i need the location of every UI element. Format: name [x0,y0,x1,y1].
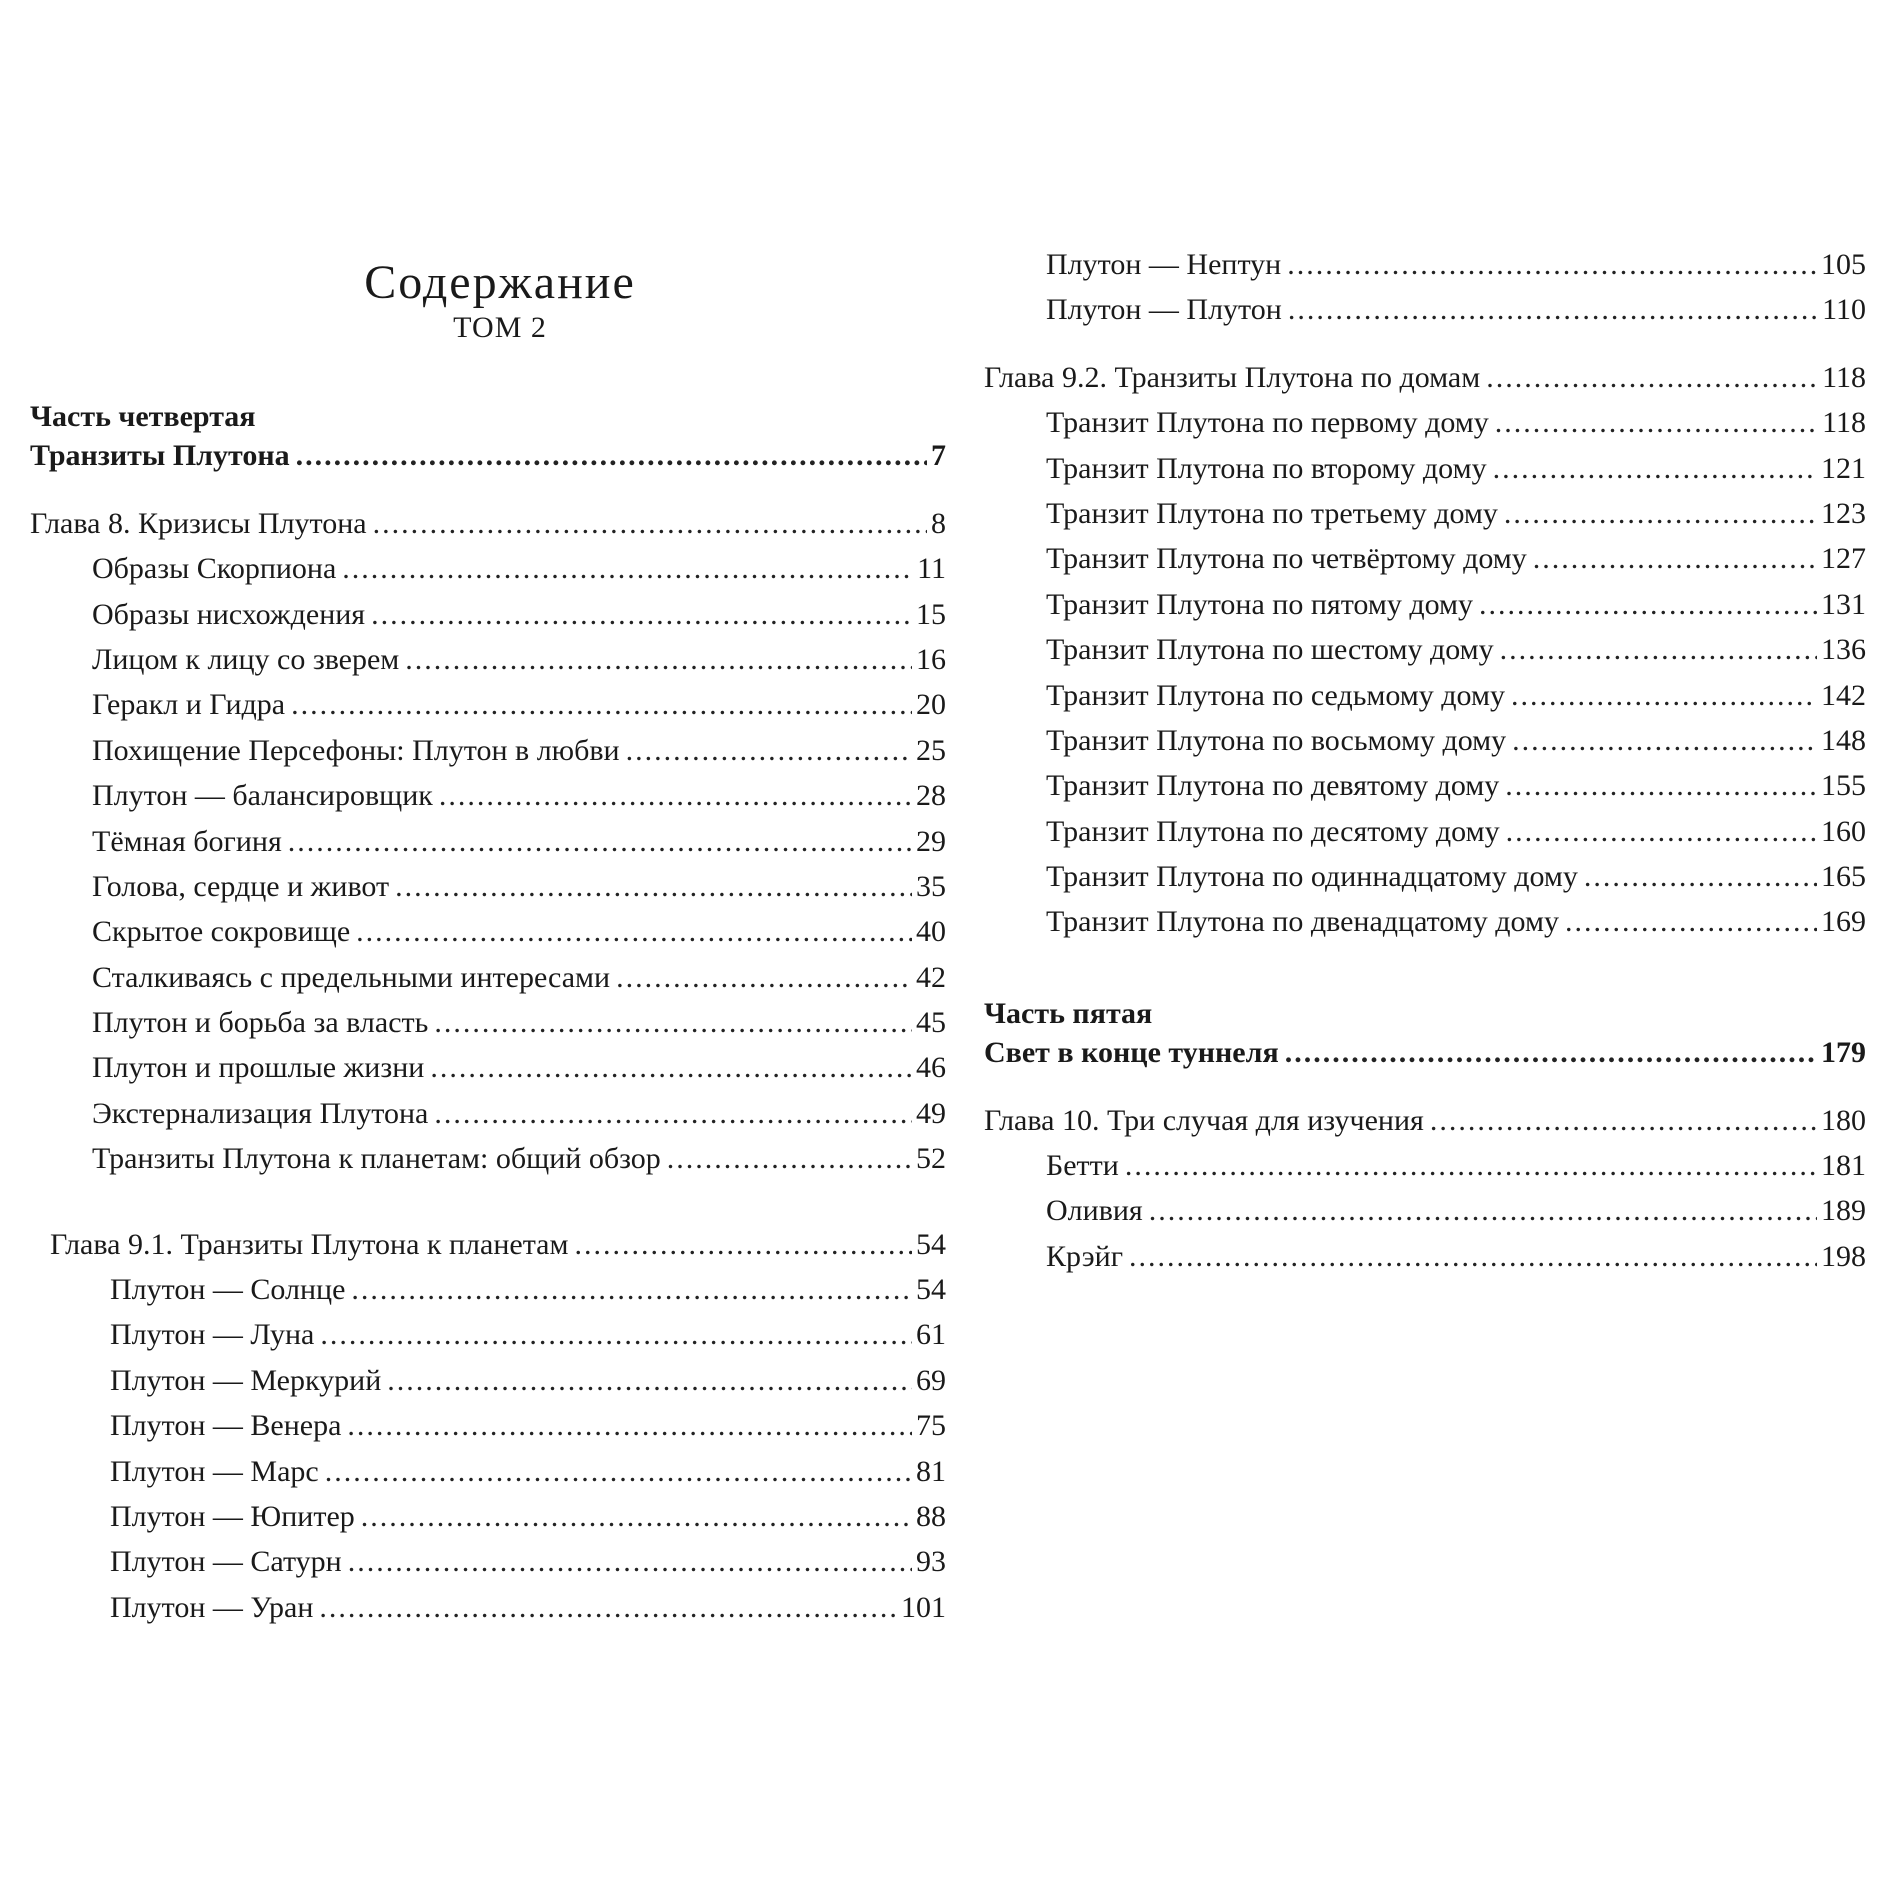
toc-entry-title: Плутон — Солнце [110,1273,346,1307]
toc-entry-page: 29 [916,824,946,858]
toc-entry-page: 11 [917,552,946,586]
dot-leader [320,1318,912,1352]
toc-entry-page: 110 [1822,293,1866,327]
toc-entry[interactable] [30,1097,946,1142]
toc-entry-page: 15 [916,597,946,631]
toc-entry-page: 16 [916,642,946,676]
dot-leader [439,779,912,813]
toc-entry-title: Транзит Плутона по первому дому [1046,406,1489,440]
toc-entry[interactable] [984,724,1866,769]
dot-leader [667,1142,912,1176]
toc-entry[interactable] [30,779,946,824]
toc-entry-page: 169 [1821,905,1866,939]
toc-entry-title: Крэйг [1046,1239,1123,1273]
toc-entry[interactable] [984,248,1866,293]
toc-entry-title: Плутон и борьба за власть [92,1006,429,1040]
dot-leader [1129,1240,1817,1274]
dot-leader [1288,293,1818,327]
dot-leader [1505,769,1817,803]
toc-entry-page: 45 [916,1006,946,1040]
dot-leader [405,643,912,677]
toc-entry-page: 160 [1821,814,1866,848]
toc-entry-page: 25 [916,733,946,767]
toc-entry-title: Голова, сердце и живот [92,869,390,903]
page-title: Содержание [364,256,636,309]
toc-entry-page: 121 [1821,451,1866,485]
dot-leader [1493,452,1817,486]
part-label: Часть четвертая [30,400,256,433]
toc-entry-page: 127 [1821,542,1866,576]
dot-leader [347,1409,912,1443]
toc-entry-page: 35 [916,869,946,903]
toc-entry-page: 54 [916,1273,946,1307]
dot-leader [1149,1194,1817,1228]
toc-entry-page: 198 [1821,1239,1866,1273]
toc-entry[interactable] [984,1194,1866,1239]
toc-entry-page: 101 [901,1590,946,1624]
toc-entry-title: Лицом к лицу со зверем [92,642,400,676]
dot-leader [1479,588,1817,622]
toc-entry-page: 75 [916,1409,946,1443]
toc-entry-title: Тёмная богиня [92,824,282,858]
toc-entry-title: Геракл и Гидра [92,688,286,722]
toc-entry-title: Транзит Плутона по двенадцатому дому [1046,905,1559,939]
toc-entry[interactable] [30,915,946,960]
toc-entry[interactable] [30,1364,946,1409]
toc-entry[interactable] [30,643,946,688]
volume-label: ТОМ 2 [453,311,547,344]
dot-leader [616,961,912,995]
toc-entry[interactable] [984,860,1866,905]
dot-leader [434,1006,912,1040]
toc-entry-title: Плутон — Сатурн [110,1545,342,1579]
toc-entry[interactable] [984,905,1866,950]
dot-leader [291,688,912,722]
toc-entry[interactable] [30,1455,946,1500]
toc-entry-title: Транзит Плутона по десятому дому [1046,814,1500,848]
toc-entry-title: Скрытое сокровище [92,915,351,949]
toc-entry-title: Транзит Плутона по пятому дому [1046,587,1474,621]
dot-leader [319,1591,897,1625]
toc-entry[interactable] [30,1545,946,1590]
dot-leader [1565,905,1817,939]
dot-leader [1506,815,1817,849]
toc-entry-title: Плутон — балансировщик [92,779,433,813]
toc-entry[interactable] [30,1591,946,1636]
toc-entry-title: Транзит Плутона по четвёртому дому [1046,542,1527,576]
toc-entry-page: 28 [916,779,946,813]
toc-entry-page: 88 [916,1499,946,1533]
dot-leader [1500,633,1817,667]
toc-entry[interactable] [984,1240,1866,1285]
toc-right-column [984,248,1866,1285]
dot-leader [325,1455,912,1489]
toc-entry[interactable] [984,769,1866,814]
dot-leader [1533,542,1817,576]
toc-entry[interactable] [30,961,946,1006]
dot-leader [351,1273,912,1307]
toc-entry-part[interactable]: Транзиты Плутона ..... 7 [30,439,946,484]
toc-entry[interactable] [30,1006,946,1051]
dot-leader [361,1500,912,1534]
toc-entry-title: Похищение Персефоны: Плутон в любви [92,733,620,767]
toc-entry-title: Плутон — Юпитер [110,1499,355,1533]
toc-entry-chapter[interactable]: Глава 9.1. Транзиты Плутона к планетам ..... 54 [30,1228,946,1273]
toc-entry-title: Транзиты Плутона к планетам: общий обзор [92,1142,661,1176]
dot-leader [1584,860,1817,894]
dot-leader [342,552,913,586]
toc-entry-title: Транзит Плутона по седьмому дому [1046,678,1505,712]
dot-leader [1512,724,1817,758]
toc-entry[interactable] [984,293,1866,338]
toc-entry[interactable] [984,1149,1866,1194]
dot-leader [430,1051,912,1085]
toc-entry-page: 136 [1821,633,1866,667]
toc-entry[interactable] [984,452,1866,497]
dot-leader [288,825,912,859]
part-label: Часть пятая [984,996,1153,1030]
dot-leader [371,598,912,632]
toc-entry[interactable] [30,1142,946,1187]
toc-entry-title: Плутон — Нептун [1046,248,1282,281]
toc-entry[interactable] [984,497,1866,542]
toc-entry-page: 52 [916,1142,946,1176]
toc-entry-page: 142 [1821,678,1866,712]
dot-leader [387,1364,912,1398]
toc-entry[interactable] [30,825,946,870]
toc-entry-title: Транзит Плутона по третьему дому [1046,496,1498,530]
toc-entry-page: 81 [916,1454,946,1488]
toc-entry-page: 93 [916,1545,946,1579]
toc-entry[interactable] [984,406,1866,451]
toc-header [200,258,800,348]
toc-entry-title: Плутон и прошлые жизни [92,1051,425,1085]
toc-entry[interactable] [30,598,946,643]
dot-leader [395,870,912,904]
toc-entry[interactable] [984,633,1866,678]
toc-entry-title: Транзит Плутона по второму дому [1046,451,1487,485]
toc-entry-page: 49 [916,1096,946,1130]
toc-entry-title: Образы нисхождения [92,597,366,631]
toc-entry-title: Сталкиваясь с предельными интересами [92,960,611,994]
toc-entry[interactable] [984,815,1866,860]
toc-entry-page: 105 [1821,248,1866,281]
dot-leader [434,1097,912,1131]
dot-leader [1287,248,1817,282]
toc-entry-title: Транзит Плутона по девятому дому [1046,769,1500,803]
dot-leader [1504,497,1817,531]
toc-entry-title: Плутон — Венера [110,1409,342,1443]
toc-entry-page: 131 [1821,587,1866,621]
toc-entry-part[interactable]: Свет в конце туннеля ..... 179 [984,1036,1866,1081]
toc-entry[interactable] [984,588,1866,633]
toc-entry-page: 42 [916,960,946,994]
toc-entry[interactable] [30,1409,946,1454]
toc-entry-title: Транзит Плутона по одиннадцатому дому [1046,860,1578,894]
toc-entry-title: Плутон — Уран [110,1590,314,1624]
toc-entry-title: Оливия [1046,1194,1143,1228]
toc-entry[interactable] [30,1273,946,1318]
dot-leader [348,1545,912,1579]
toc-entry-title: Плутон — Плутон [1046,293,1282,327]
toc-entry-chapter[interactable]: Глава 8. Кризисы Плутона ..... 8 [30,507,946,552]
toc-entry[interactable] [984,679,1866,724]
toc-entry-page: 155 [1821,769,1866,803]
toc-entry-page: 123 [1821,496,1866,530]
toc-entry-title: Транзит Плутона по восьмому дому [1046,723,1507,757]
toc-entry[interactable] [30,1500,946,1545]
dot-leader [1125,1149,1817,1183]
toc-entry[interactable] [30,734,946,779]
toc-entry-chapter[interactable]: Глава 9.2. Транзиты Плутона по домам ..... 118 [984,361,1866,406]
toc-entry-page: 46 [916,1051,946,1085]
toc-entry-chapter[interactable]: Глава 10. Три случая для изучения ..... 180 [984,1104,1866,1149]
toc-entry-page: 189 [1821,1194,1866,1228]
toc-entry-title: Образы Скорпиона [92,552,337,586]
toc-entry-title: Плутон — Меркурий [110,1363,382,1397]
toc-entry-page: 118 [1822,406,1866,440]
toc-entry-page: 20 [916,688,946,722]
dot-leader [1495,406,1818,440]
toc-entry-page: 165 [1821,860,1866,894]
toc-entry-page: 69 [916,1363,946,1397]
toc-entry-title: Экстернализация Плутона [92,1096,429,1130]
toc-entry[interactable] [30,688,946,733]
toc-entry-title: Бетти [1046,1149,1119,1183]
toc-entry-page: 61 [916,1318,946,1352]
toc-entry[interactable] [30,1051,946,1096]
toc-entry[interactable] [984,542,1866,587]
toc-entry-title: Плутон — Луна [110,1318,315,1352]
toc-entry-title: Транзит Плутона по шестому дому [1046,633,1494,667]
toc-left-column [30,394,946,1636]
dot-leader [1511,679,1817,713]
toc-entry-page: 148 [1821,723,1866,757]
toc-entry-page: 40 [916,915,946,949]
toc-entry[interactable] [30,552,946,597]
dot-leader [356,915,912,949]
toc-entry-title: Плутон — Марс [110,1454,319,1488]
toc-entry[interactable] [30,870,946,915]
toc-entry[interactable] [30,1318,946,1363]
dot-leader [626,734,912,768]
toc-entry-page: 181 [1821,1149,1866,1183]
